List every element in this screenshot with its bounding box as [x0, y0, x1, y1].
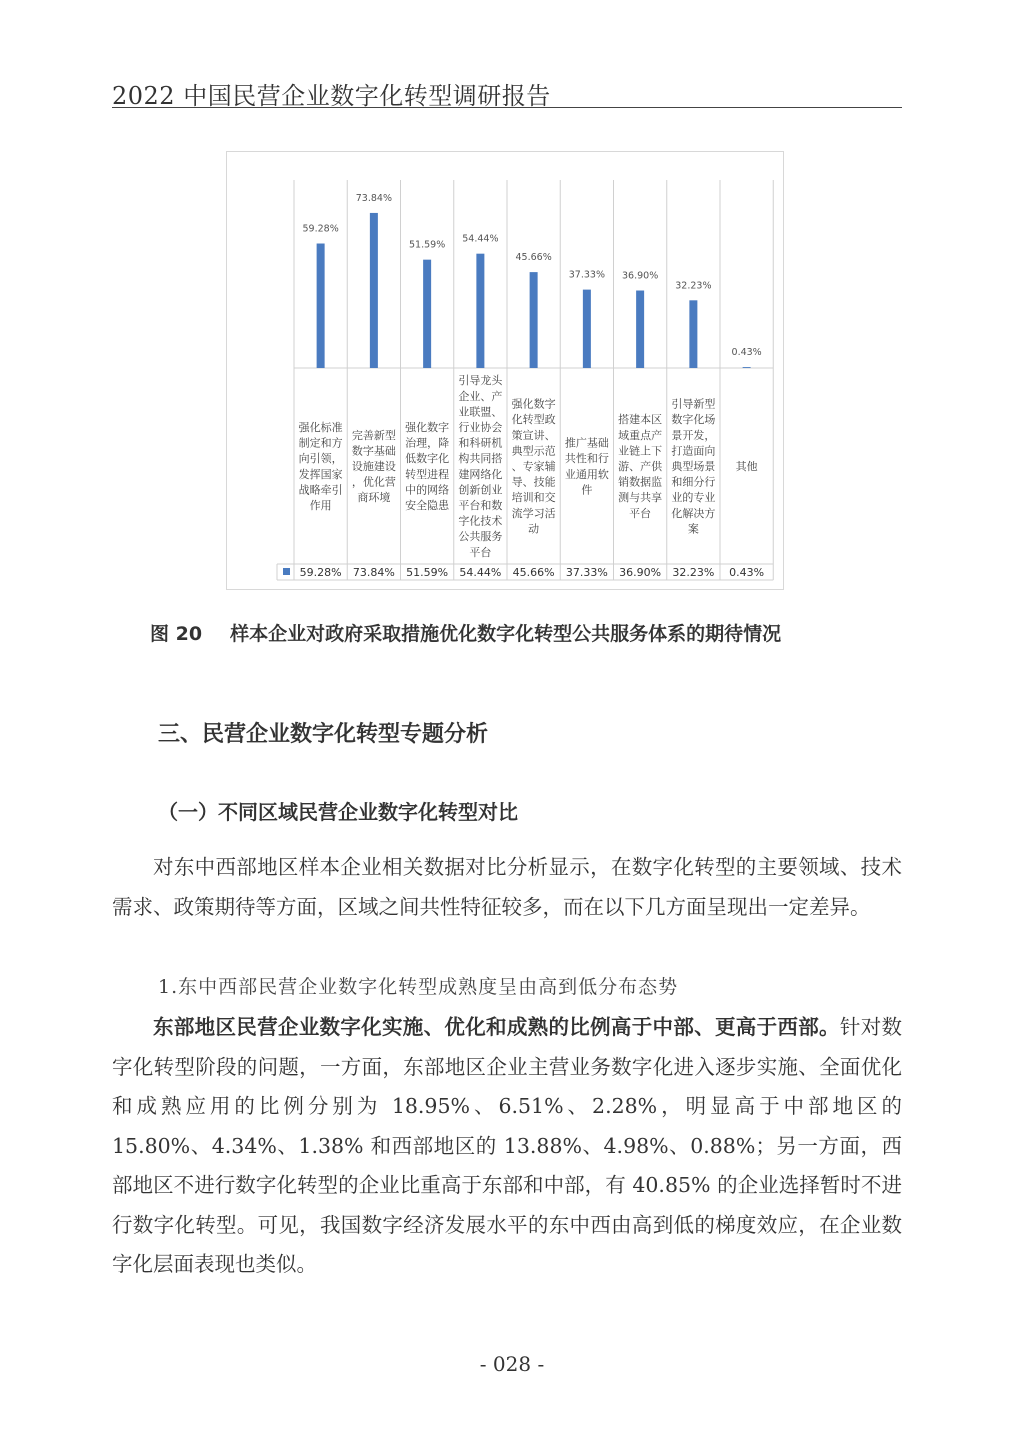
bar	[583, 290, 591, 368]
table-value: 0.43%	[729, 566, 765, 579]
bar	[317, 244, 325, 368]
bar-data-label: 37.33%	[568, 269, 605, 281]
subsection-heading: （一）不同区域民营企业数字化转型对比	[158, 800, 518, 824]
category-label: 其他	[735, 460, 758, 473]
category-label: 完善新型数字基础设施建设，优化营商环境	[351, 428, 396, 505]
figure-caption	[150, 619, 781, 646]
bar-data-label: 32.23%	[675, 280, 712, 292]
table-value: 54.44%	[459, 566, 502, 579]
legend-key-swatch	[283, 568, 290, 575]
category-label: 强化数字化转型政策宣讲、典型示范、专家辅导、技能培训和交流学习活动	[511, 397, 556, 536]
category-label: 搭建本区域重点产业链上下游、产供销数据监测与共享平台	[618, 413, 663, 520]
running-header: 2022 中国民营企业数字化转型调研报告	[112, 82, 551, 110]
category-label: 强化标准制定和方向引领，发挥国家战略牵引作用	[298, 421, 343, 512]
table-value: 73.84%	[352, 566, 395, 579]
bar-data-label: 36.90%	[622, 270, 659, 282]
category-label: 引导新型数字化场景开发，打造面向典型场景和细分行业的专业化解决方案	[671, 397, 716, 536]
bar-chart	[227, 152, 783, 589]
bar-chart-figure	[226, 151, 784, 590]
bar	[370, 213, 378, 368]
paragraph-east-middle-west	[112, 1008, 902, 1285]
bar-data-label: 51.59%	[409, 239, 446, 251]
paragraph-body-text: 针对数字化转型阶段的问题，一方面，东部地区企业主营业务数字化进入逐步实施、全面优化和成熟应用的比例分别为 18.95%、6.51%、2.28%，明显高于中部地区的 15.80%、4.34%、1.38% 和西部地区的 13.88%、4.98%、0.88%；另一方面，西部地区不进行数字化转型的企业比重高于东部和中部，有 40.85% 的企业选择暂时不进行数字化转型。可见，我国数字经济发展水平的东中西由高到低的梯度效应，在企业数字化层面表现也类似。	[112, 1015, 903, 1276]
page-number: - 028 -	[479, 1352, 545, 1376]
figure-number: 图 20	[150, 623, 203, 645]
paragraph-point-heading: 1.东中西部民营企业数字化转型成熟度呈由高到低分布态势	[158, 976, 679, 998]
bar-data-label: 0.43%	[731, 347, 762, 359]
bar	[636, 291, 644, 368]
section-heading: 三、民营企业数字化转型专题分析	[158, 722, 489, 747]
bar	[423, 260, 431, 368]
table-value: 32.23%	[672, 566, 715, 579]
header-divider	[112, 107, 902, 108]
bar-data-label: 45.66%	[515, 252, 552, 264]
table-value: 36.90%	[619, 566, 662, 579]
category-label: 引导龙头企业、产业联盟、行业协会和科研机构共同搭建网络化创新创业平台和数字化技术公共服务平台	[458, 374, 503, 559]
bar	[689, 300, 697, 368]
bar	[743, 367, 751, 368]
table-value: 59.28%	[299, 566, 342, 579]
figure-caption-text: 样本企业对政府采取措施优化数字化转型公共服务体系的期待情况	[230, 623, 782, 645]
bar	[530, 272, 538, 368]
category-label: 推广基础共性和行业通用软件	[564, 436, 609, 497]
bar-data-label: 59.28%	[302, 223, 339, 235]
paragraph-bold-lead: 东部地区民营企业数字化实施、优化和成熟的比例高于中部、更高于西部。	[153, 1015, 840, 1039]
bar	[476, 254, 484, 368]
table-value: 51.59%	[406, 566, 449, 579]
bar-data-label: 73.84%	[355, 192, 392, 204]
paragraph-intro: 对东中西部地区样本企业相关数据对比分析显示，在数字化转型的主要领域、技术需求、政策期待等方面，区域之间共性特征较多，而在以下几方面呈现出一定差异。	[112, 855, 902, 919]
table-value: 37.33%	[565, 566, 608, 579]
bar-data-label: 54.44%	[462, 233, 499, 245]
category-label: 强化数字治理，降低数字化转型进程中的网络安全隐患	[405, 421, 450, 512]
table-value: 45.66%	[512, 566, 555, 579]
